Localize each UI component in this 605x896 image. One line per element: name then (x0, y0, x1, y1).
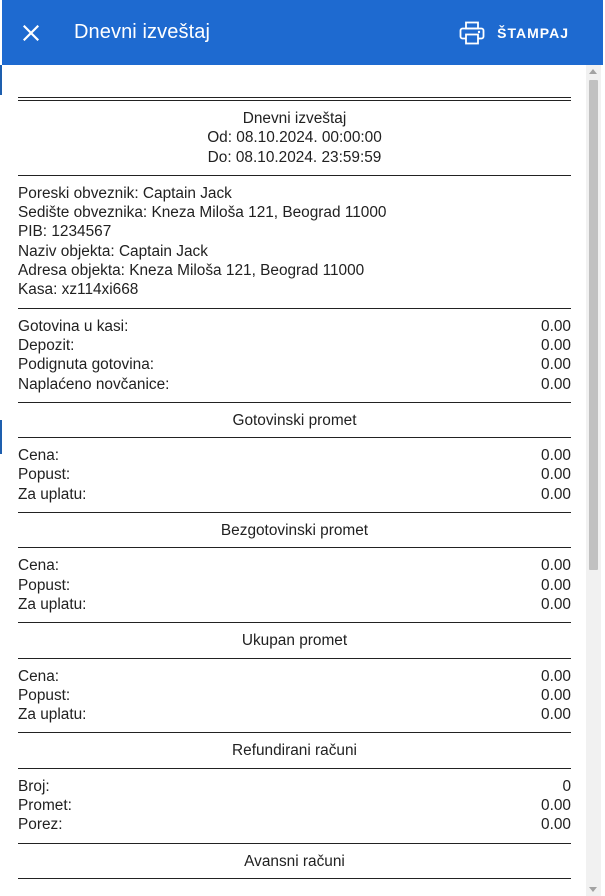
row-value: 0.00 (541, 557, 571, 575)
cash-row (18, 355, 571, 374)
noncash-turnover-title: Bezgotovinski promet (220, 522, 369, 540)
report-top-divider (18, 97, 571, 101)
row-label: Za uplatu: (18, 706, 87, 724)
divider (18, 878, 571, 879)
turnover-row (18, 667, 571, 686)
row-value: 0.00 (541, 485, 571, 503)
row-value: 0.00 (541, 466, 571, 484)
taxpayer-pib: PIB: 1234567 (18, 223, 112, 241)
row-value: 0.00 (541, 356, 571, 374)
row-label: Promet: (18, 797, 72, 815)
row-label: Za uplatu: (18, 485, 87, 503)
taxpayer-info (18, 176, 571, 308)
cash-turnover-title: Gotovinski promet (232, 411, 357, 429)
row-label: Popust: (18, 686, 71, 704)
row-label: Gotovina u kasi: (18, 317, 129, 335)
report-period-from: Od: 08.10.2024. 00:00:00 (207, 129, 382, 147)
object-name: Naziv objekta: Captain Jack (18, 242, 208, 260)
refunds-title: Refundirani računi (232, 742, 357, 760)
dialog-title: Dnevni izveštaj (74, 21, 211, 43)
row-value: 0.00 (541, 317, 571, 335)
scroll-up-arrow-icon[interactable] (589, 69, 597, 74)
print-button[interactable] (459, 0, 603, 65)
row-value: 0.00 (541, 686, 571, 704)
refund-row (18, 777, 571, 796)
report-title: Dnevni izveštaj (242, 110, 347, 127)
report-period-to: Do: 08.10.2024. 23:59:59 (207, 148, 382, 166)
row-label: Podignuta gotovina: (18, 356, 155, 374)
cash-row (18, 336, 571, 355)
row-value: 0.00 (541, 595, 571, 613)
row-label: Cena: (18, 557, 60, 575)
row-label: Broj: (18, 777, 50, 795)
report-scroll-area[interactable] (2, 65, 588, 896)
row-value: 0.00 (541, 447, 571, 465)
row-label: Depozit: (18, 336, 75, 354)
scrollbar-thumb[interactable] (589, 80, 598, 570)
row-label: Za uplatu: (18, 595, 87, 613)
row-label: Naplaćeno novčanice: (18, 375, 170, 393)
taxpayer-name: Poreski obveznik: Captain Jack (18, 184, 232, 202)
row-value: 0.00 (541, 336, 571, 354)
cash-summary (18, 309, 571, 402)
turnover-row (18, 446, 571, 465)
close-icon (23, 25, 39, 41)
row-value: 0.00 (541, 375, 571, 393)
taxpayer-seat: Sedište obveznika: Kneza Miloša 121, Beograd 11000 (18, 204, 387, 222)
turnover-row (18, 595, 571, 614)
row-value: 0.00 (541, 667, 571, 685)
cash-turnover (18, 438, 571, 512)
total-turnover-title: Ukupan promet (241, 632, 348, 650)
row-value: 0.00 (541, 816, 571, 834)
print-button-label: ŠTAMPAJ (497, 24, 569, 41)
turnover-row (18, 686, 571, 705)
object-address: Adresa objekta: Kneza Miloša 121, Beograd 11000 (18, 262, 365, 280)
row-value: 0.00 (541, 797, 571, 815)
row-label: Popust: (18, 466, 71, 484)
scrollbar[interactable] (586, 65, 601, 896)
cash-register-id: Kasa: xz114xi668 (18, 281, 139, 299)
daily-report-dialog (2, 0, 603, 896)
total-turnover (18, 659, 571, 733)
row-label: Cena: (18, 667, 60, 685)
close-button[interactable] (2, 0, 60, 65)
advance-title: Avansni računi (244, 852, 345, 870)
turnover-row (18, 576, 571, 595)
cash-row (18, 375, 571, 394)
turnover-row (18, 556, 571, 575)
printer-icon (459, 21, 485, 45)
row-value: 0.00 (541, 576, 571, 594)
report-body (18, 97, 571, 879)
report-header (18, 109, 571, 175)
row-label: Porez: (18, 816, 63, 834)
turnover-row (18, 485, 571, 504)
noncash-turnover (18, 548, 571, 622)
row-label: Popust: (18, 576, 71, 594)
dialog-toolbar (2, 0, 603, 65)
scroll-down-arrow-icon[interactable] (589, 887, 597, 892)
turnover-row (18, 705, 571, 724)
row-value: 0 (562, 777, 571, 795)
refund-row (18, 796, 571, 815)
cash-row (18, 317, 571, 336)
row-label: Cena: (18, 447, 60, 465)
row-value: 0.00 (541, 706, 571, 724)
refunds (18, 769, 571, 843)
turnover-row (18, 465, 571, 484)
refund-row (18, 815, 571, 834)
